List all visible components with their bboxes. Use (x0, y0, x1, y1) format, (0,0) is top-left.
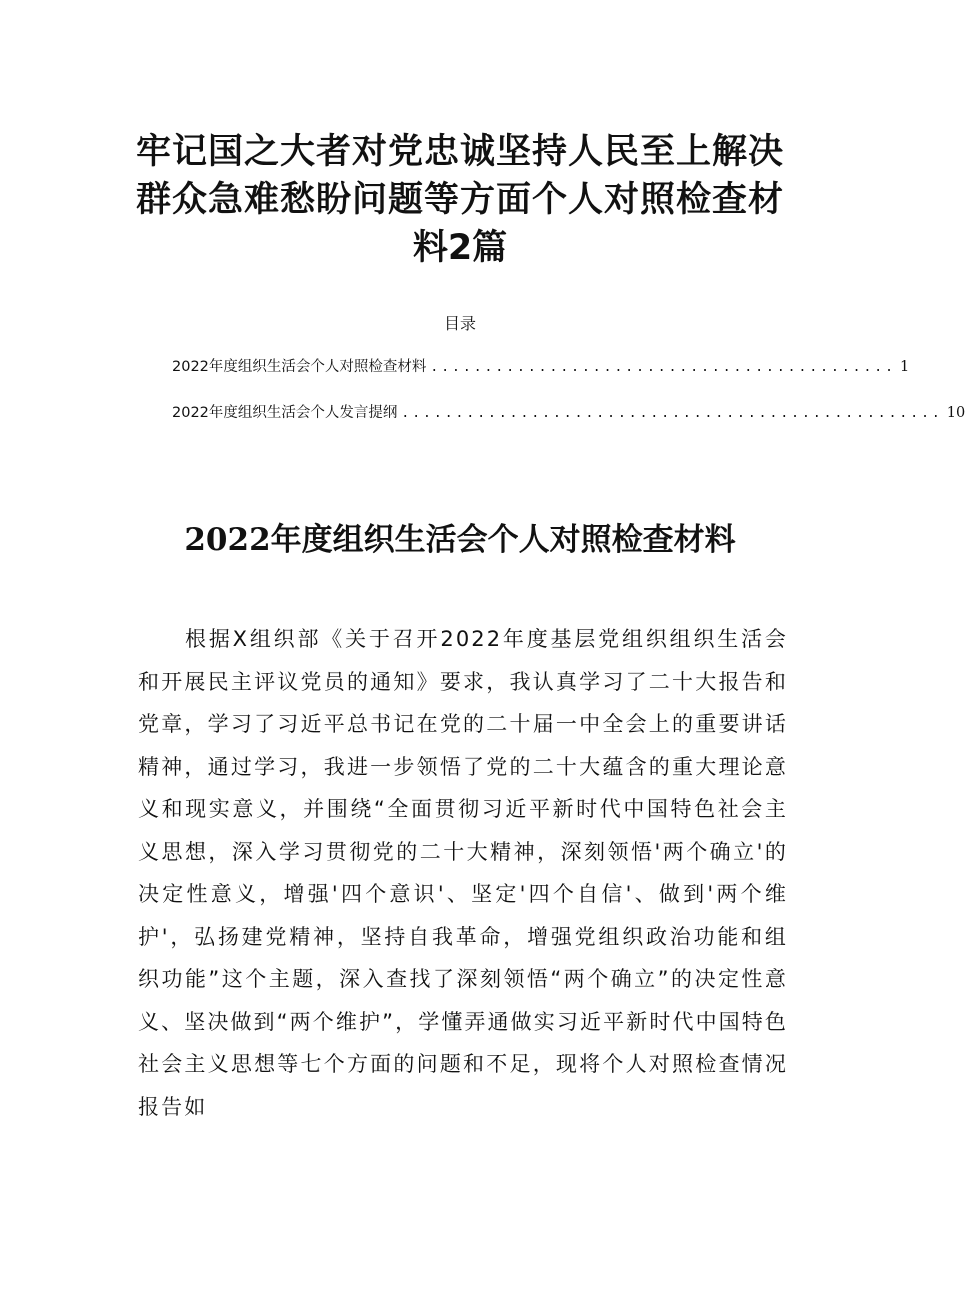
toc-entry-2[interactable] (172, 401, 965, 425)
toc-entry-1[interactable] (172, 355, 910, 379)
toc-leader-dots: .................................................. (401, 406, 943, 421)
toc-entry-text: 2022年度组织生活会个人发言提纲 (172, 405, 398, 421)
toc-page-number: 1 (899, 359, 910, 375)
toc-page-number: 10 (946, 405, 965, 421)
document-title-line-3: 料2篇 (412, 228, 508, 268)
document-title-line-2: 群众急难愁盼问题等方面个人对照检查材 (135, 180, 784, 220)
toc-heading: 目录 (443, 314, 476, 333)
toc-leader-dots: ........................................... (430, 360, 896, 375)
section-title: 2022年度组织生活会个人对照检查材料 (184, 522, 736, 558)
toc-entry-text: 2022年度组织生活会个人对照检查材料 (172, 359, 427, 375)
document-title (120, 128, 800, 224)
document-title-line-1: 牢记国之大者对党忠诚坚持人民至上解决 (135, 132, 784, 172)
body-paragraph: 根据X组织部《关于召开2022年度基层党组织组织生活会和开展民主评议党员的通知》要求，我认真学习了二十大报告和党章，学习了习近平总书记在党的二十届一中全会上的重要讲话精神，通过学习，我进一步领悟了党的二十大蕴含的重大理论意义和现实意义，并围绕“全面贯彻习近平新时代中国特色社会主义思想，深入学习贯彻党的二十大精神，深刻领悟'两个确立'的决定性意义，增强'四个意识'、坚定'四个自信'、做到'两个维护'，弘扬建党精神，坚持自我革命，增强党组织政治功能和组织功能”这个主题，深入查找了深刻领悟“两个确立”的决定性意义、坚决做到“两个维护”，学懂弄通做实习近平新时代中国特色社会主义思想等七个方面的问题和不足，现将个人对照检查情况报告如 (138, 627, 788, 1119)
